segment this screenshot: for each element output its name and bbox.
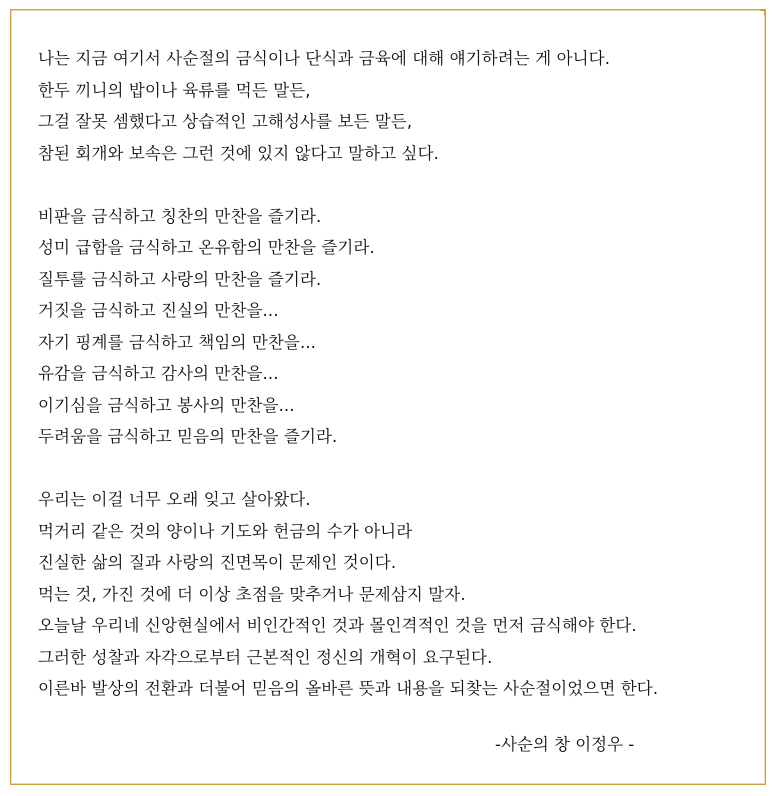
poem-line: 성미 급함을 금식하고 온유함의 만찬을 즐기라. <box>38 238 375 257</box>
stanza-break <box>38 169 760 201</box>
poem-line: 그걸 잘못 셈했다고 상습적인 고해성사를 보든 말든, <box>38 112 413 131</box>
poem-line: 두려움을 금식하고 믿음의 만찬을 즐기라. <box>38 427 338 446</box>
stanza-1 <box>38 43 760 169</box>
stanza-3 <box>38 484 760 705</box>
poem-line: 그러한 성찰과 자각으로부터 근본적인 정신의 개혁이 요구된다. <box>38 647 493 667</box>
stanza-2 <box>38 201 760 453</box>
poem-line: 이른바 발상의 전환과 더불어 믿음의 올바른 뜻과 내용을 되찾는 사순절이었으면 한다. <box>38 679 659 698</box>
document-frame <box>10 9 766 785</box>
poem-line: 참된 회개와 보속은 그런 것에 있지 않다고 말하고 싶다. <box>38 143 439 163</box>
stanza-break <box>38 453 760 485</box>
poem-line: 유감을 금식하고 감사의 만찬을... <box>38 364 279 383</box>
poem-line: 거짓을 금식하고 진실의 만찬을... <box>38 301 279 320</box>
author-signature: -사순의 창 이정우 - <box>495 735 635 754</box>
poem-line: 오늘날 우리네 신앙현실에서 비인간적인 것과 몰인격적인 것을 먼저 금식해야 한다. <box>38 616 637 635</box>
poem-line: 먹거리 같은 것의 양이나 기도와 헌금의 수가 아니라 <box>38 521 413 541</box>
poem-line: 질투를 금식하고 사랑의 만찬을 즐기라. <box>38 269 322 289</box>
poem-line: 진실한 삶의 질과 사랑의 진면목이 문제인 것이다. <box>38 553 397 572</box>
poem-line: 자기 핑계를 금식하고 책임의 만찬을... <box>38 332 316 352</box>
poem-line: 우리는 이걸 너무 오래 잊고 살아왔다. <box>38 490 311 509</box>
poem-line: 나는 지금 여기서 사순절의 금식이나 단식과 금육에 대해 얘기하려는 게 아니다. <box>38 49 611 68</box>
frame-corner-mark <box>760 10 765 15</box>
poem-line: 먹는 것, 가진 것에 더 이상 초점을 맞추거나 문제삼지 말자. <box>38 584 466 604</box>
poem-line: 비판을 금식하고 칭찬의 만찬을 즐기라. <box>38 206 322 226</box>
poem-line: 이기심을 금식하고 봉사의 만찬을... <box>38 395 295 415</box>
poem-line: 한두 끼니의 밥이나 육류를 먹든 말든, <box>38 80 311 100</box>
poem-body <box>38 43 760 705</box>
